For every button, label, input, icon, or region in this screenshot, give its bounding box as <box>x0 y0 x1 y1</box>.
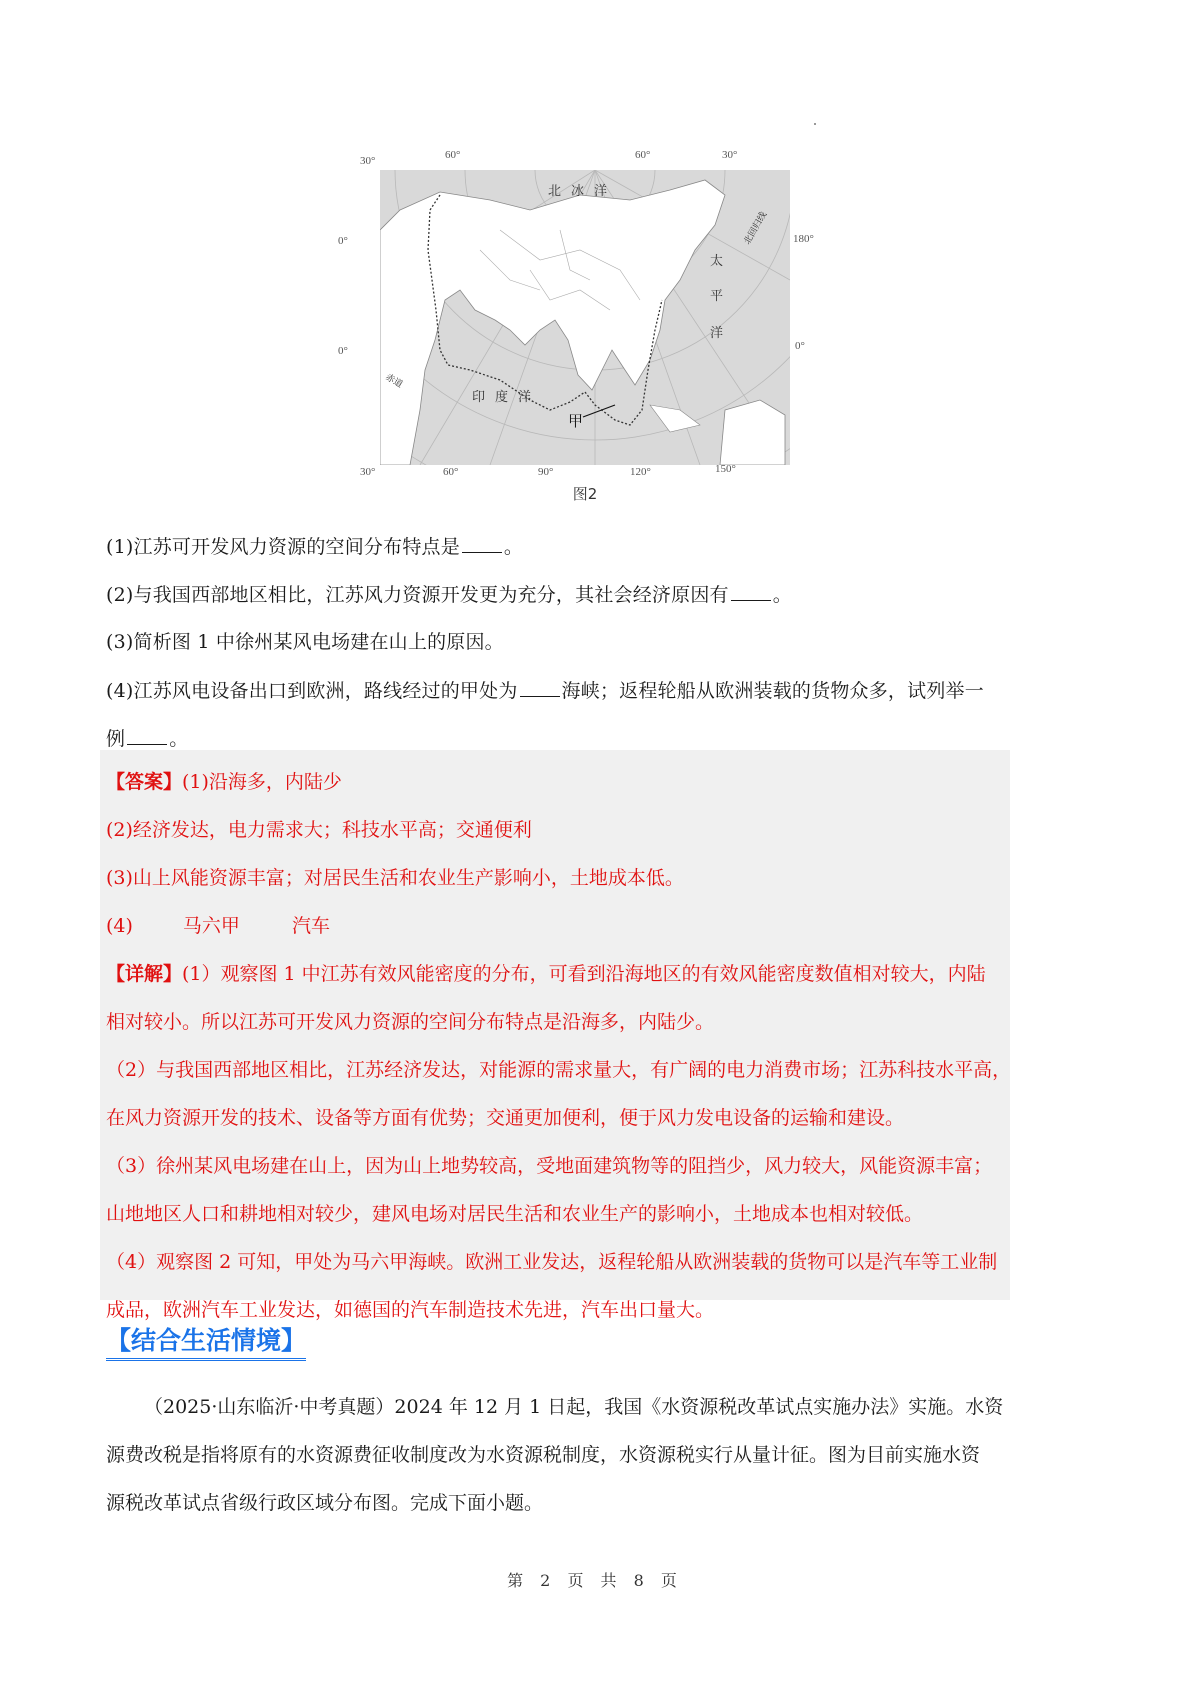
figure-caption: 图2 <box>572 485 598 503</box>
bottom-tick-90: 90° <box>538 466 554 478</box>
bottom-tick-30: 30° <box>360 466 376 478</box>
answer-blank[interactable] <box>731 582 771 601</box>
top-tick-30w: 30° <box>360 155 376 167</box>
label-pacific-1: 太 <box>710 254 724 269</box>
intro-line-3: 源税改革试点省级行政区域分布图。完成下面小题。 <box>106 1492 544 1514</box>
question-3: (3)简析图 1 中徐州某风电场建在山上的原因。 <box>106 631 504 653</box>
label-tropic-of-cancer: 北回归线 <box>742 210 770 247</box>
explanation-line-3: （2）与我国西部地区相比，江苏经济发达，对能源的需求量大，有广阔的电力消费市场；江苏科技水平高， <box>106 1059 1012 1081</box>
answer-line-1: 【答案】(1)沿海多，内陆少 <box>106 771 342 793</box>
question-4-line2: 例 。 <box>106 728 189 750</box>
map-area <box>380 170 790 465</box>
label-pacific-3: 洋 <box>710 326 724 341</box>
figure-2-map <box>338 149 814 503</box>
eurasia-map-graphic <box>380 170 790 465</box>
bottom-tick-60: 60° <box>443 466 459 478</box>
explanation-line-4: 在风力资源开发的技术、设备等方面有优势；交通更加便利，便于风力发电设备的运输和建设。 <box>106 1107 905 1129</box>
label-pacific-2: 平 <box>710 289 724 304</box>
top-tick-60a: 60° <box>445 149 461 161</box>
answer-line-4: (4) 马六甲 汽车 <box>106 915 330 937</box>
bottom-tick-150: 150° <box>715 463 736 475</box>
right-tick-180: 180° <box>793 233 814 245</box>
bottom-tick-120: 120° <box>630 466 651 478</box>
explanation-line-5: （3）徐州某风电场建在山上，因为山上地势较高，受地面建筑物等的阻挡少，风力较大，风能资源丰富； <box>106 1155 993 1177</box>
left-tick-0b: 0° <box>338 345 348 357</box>
intro-line-1: （2025·山东临沂·中考真题）2024 年 12 月 1 日起，我国《水资源税改革试点实施办法》实施。水资 <box>144 1396 1004 1418</box>
answer-line-2: (2)经济发达，电力需求大；科技水平高；交通便利 <box>106 819 532 841</box>
answer-label: 【答案】 <box>106 771 183 793</box>
label-indian-ocean: 印度洋 <box>472 390 542 405</box>
question-2: (2)与我国西部地区相比，江苏风力资源开发更为充分，其社会经济原因有 。 <box>106 584 792 606</box>
label-equator: 赤道 <box>383 372 405 391</box>
answer-blank[interactable] <box>127 726 167 745</box>
question-1: (1)江苏可开发风力资源的空间分布特点是 。 <box>106 536 524 558</box>
stray-dot <box>814 123 816 125</box>
explanation-line-7: （4）观察图 2 可知，甲处为马六甲海峡。欧洲工业发达，返程轮船从欧洲装载的货物可以是汽车等工业制 <box>106 1251 998 1273</box>
label-arctic-ocean: 北冰洋 <box>548 184 618 199</box>
top-tick-60b: 60° <box>635 149 651 161</box>
answer-line-3: (3)山上风能资源丰富；对居民生活和农业生产影响小，土地成本低。 <box>106 867 684 889</box>
top-tick-30e: 30° <box>722 149 738 161</box>
explanation-line-8: 成品，欧洲汽车工业发达，如德国的汽车制造技术先进，汽车出口量大。 <box>106 1299 715 1321</box>
left-tick-0a: 0° <box>338 235 348 247</box>
intro-line-2: 源费改税是指将原有的水资源费征收制度改为水资源税制度，水资源税实行从量计征。图为目前实施水资 <box>106 1444 981 1466</box>
page-footer: 第 2 页 共 8 页 <box>507 1571 683 1590</box>
label-point-jia: 甲 <box>568 412 584 430</box>
question-4: (4)江苏风电设备出口到欧洲，路线经过的甲处为 海峡；返程轮船从欧洲装载的货物众多，试列举一 <box>106 680 984 702</box>
right-tick-0: 0° <box>795 340 805 352</box>
explanation-line-1: 【详解】(1）观察图 1 中江苏有效风能密度的分布，可看到沿海地区的有效风能密度数值相对较大，内陆 <box>106 963 986 985</box>
answer-blank[interactable] <box>462 534 502 553</box>
section-heading: 【结合生活情境】 <box>106 1325 306 1361</box>
explanation-line-2: 相对较小。所以江苏可开发风力资源的空间分布特点是沿海多，内陆少。 <box>106 1011 715 1033</box>
answer-blank[interactable] <box>520 678 560 697</box>
explanation-line-6: 山地地区人口和耕地相对较少，建风电场对居民生活和农业生产的影响小，土地成本也相对较低。 <box>106 1203 924 1225</box>
explanation-label: 【详解】 <box>106 963 183 985</box>
